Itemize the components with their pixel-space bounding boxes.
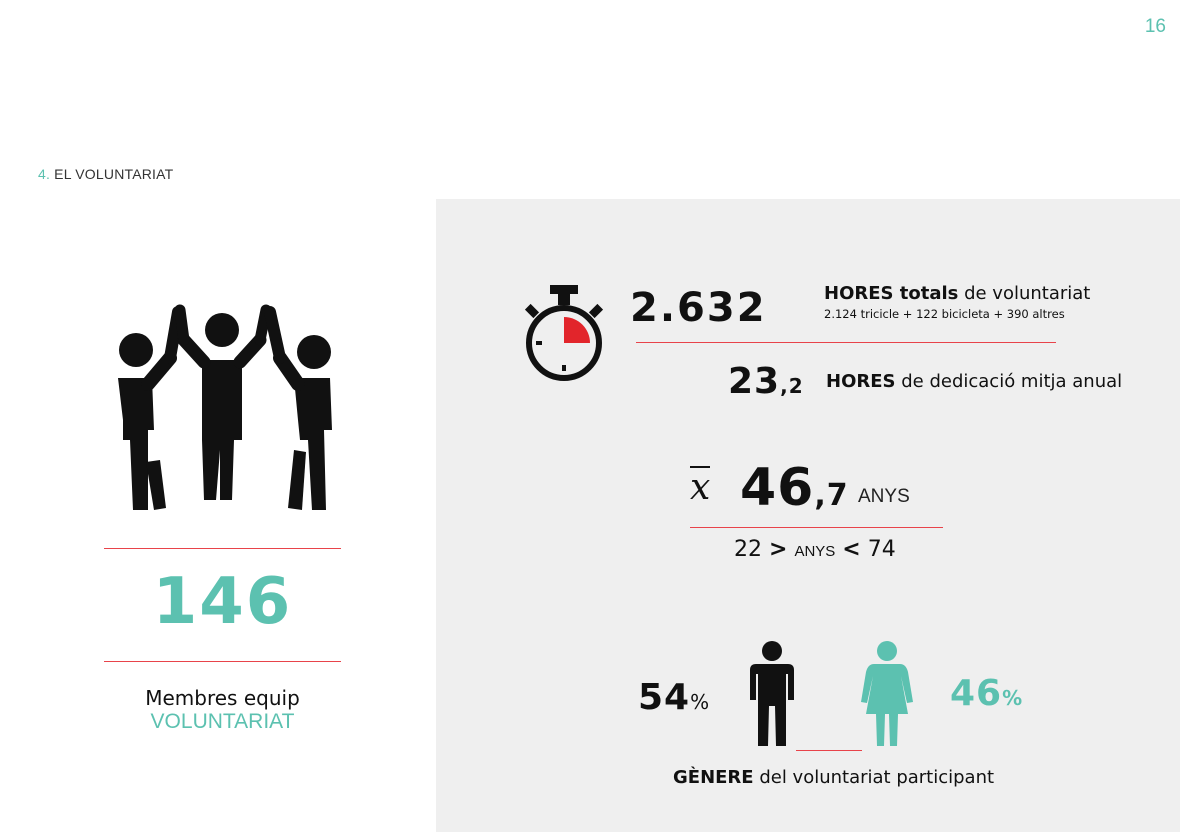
hours-breakdown: 2.124 tricicle + 122 bicicleta + 390 altres — [824, 307, 1065, 321]
members-bottom-rule — [104, 661, 341, 662]
hours-total-title — [824, 283, 1090, 304]
group-celebration-icon — [108, 300, 340, 515]
gender-rule — [796, 750, 862, 751]
age-range — [734, 537, 896, 562]
members-top-rule — [104, 548, 341, 549]
male-pct-sign: % — [690, 690, 711, 714]
section-title: EL VOLUNTARIAT — [54, 166, 174, 182]
hours-rule — [636, 342, 1056, 343]
age-range-lt: < — [842, 537, 861, 562]
age-range-gt: > — [769, 537, 788, 562]
age-rule — [690, 527, 943, 528]
hours-avg-value — [728, 361, 804, 402]
section-number: 4. — [38, 166, 51, 182]
age-mean-int: 46 — [740, 458, 815, 518]
hours-total-title-rest: de voluntariat — [958, 283, 1091, 304]
age-range-max: 74 — [867, 537, 896, 562]
stopwatch-icon — [520, 283, 608, 387]
members-count: 146 — [152, 565, 293, 639]
hours-avg-label-rest: de dedicació mitja anual — [895, 371, 1123, 392]
female-value: 46 — [950, 673, 1003, 714]
gender-label-rest: del voluntariat participant — [753, 767, 995, 788]
hours-avg-label-bold: HORES — [826, 371, 896, 392]
age-range-unit: ANYS — [794, 543, 836, 560]
age-unit: ANYS — [858, 486, 910, 507]
age-mean-dec: ,7 — [814, 478, 849, 513]
male-icon — [748, 640, 796, 748]
gender-label — [673, 767, 994, 788]
hours-total-title-bold: HORES totals — [824, 283, 959, 304]
male-percent — [638, 677, 711, 718]
gender-label-bold: GÈNERE — [673, 767, 754, 788]
members-label-line1: Membres equip — [145, 686, 300, 710]
hours-total-value: 2.632 — [630, 285, 767, 331]
hours-avg-int: 23 — [728, 361, 781, 402]
hours-avg-dec: ,2 — [780, 374, 804, 398]
female-icon — [860, 640, 914, 748]
female-percent — [950, 673, 1024, 714]
members-label — [104, 686, 341, 734]
male-value: 54 — [638, 677, 691, 718]
hours-avg-label — [826, 371, 1122, 392]
age-mean-value — [740, 458, 849, 518]
female-pct-sign: % — [1002, 686, 1024, 710]
members-label-line2: VOLUNTARIAT — [150, 710, 295, 733]
age-range-min: 22 — [734, 537, 762, 562]
section-heading — [38, 166, 173, 182]
mean-symbol: x — [690, 467, 711, 508]
page-number: 16 — [1144, 16, 1166, 37]
